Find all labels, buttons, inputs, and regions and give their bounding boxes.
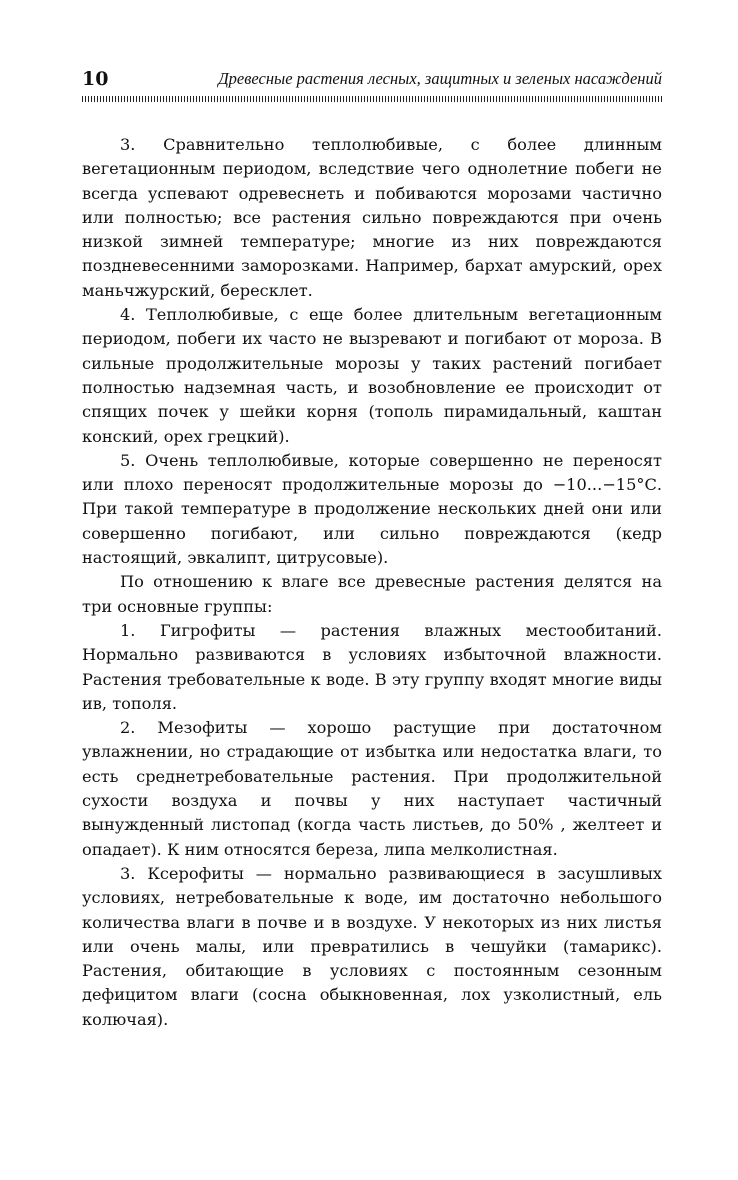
paragraph-hygrophytes: 1. Гигрофиты — растения влажных местообитаний. Нормально развиваются в условиях избыточной влажности. Растения требовательные к воде. В эту группу входят многие виды ив, тополя. (82, 620, 662, 713)
paragraph-xerophytes: 3. Ксерофиты — нормально развивающиеся в засушливых условиях, нетребовательные к воде, им достаточно небольшого количества влаги в почве и в воздухе. У некоторых из них листья или очень малы, или превратились в чешуйки (тамарикс). Растения, обитающие в условиях с постоянным сезонным дефицитом влаги (сосна обыкновенная, лох узколистный, ель колючая). (82, 863, 662, 1029)
running-title: Древесные растения лесных, защитных и зеленых насаждений (218, 69, 662, 88)
header-rule (82, 96, 662, 102)
page-header (82, 66, 662, 92)
paragraph-frost-group-3: 3. Сравнительно теплолюбивые, с более длинным вегетационным периодом, вследствие чего однолетние побеги не всегда успевают одревеснеть и побиваются морозами частично или полностью; все растения сильно повреждаются при очень низкой зимней температуре; многие из них повреждаются поздневесенними заморозками. Например, бархат амурский, орех маньчжурский, бересклет. (82, 135, 662, 300)
paragraph-frost-group-5: 5. Очень теплолюбивые, которые совершенно не переносят или плохо переносят продолжительные морозы до −10...−15°С. При такой температуре в продолжение нескольких дней они или совершенно погибают, или сильно повреждаются (кедр настоящий, эвкалипт, цитрусовые). (82, 450, 662, 568)
paragraph-frost-group-4: 4. Теплолюбивые, с еще более длительным вегетационным периодом, побеги их часто не вызревают и погибают от мороза. В сильные продолжительные морозы у таких растений погибает полностью надземная часть, и возобновление ее происходит от спящих почек у шейки корня (тополь пирамидальный, каштан конский, орех грецкий). (82, 305, 662, 446)
paragraph-moisture-intro: По отношению к влаге все древесные растения делятся на три основные группы: (82, 572, 662, 616)
body-text (82, 133, 662, 1032)
paragraph-mesophytes: 2. Мезофиты — хорошо растущие при достаточном увлажнении, но страдающие от избытка или недостатка влаги, то есть среднетребовательные растения. При продолжительной сухости воздуха и почвы у них наступает частичный вынужденный листопад (когда часть листьев, до 50% , желтеет и опадает). К ним относятся береза, липа мелколистная. (82, 718, 662, 859)
page-number: 10 (82, 68, 109, 90)
